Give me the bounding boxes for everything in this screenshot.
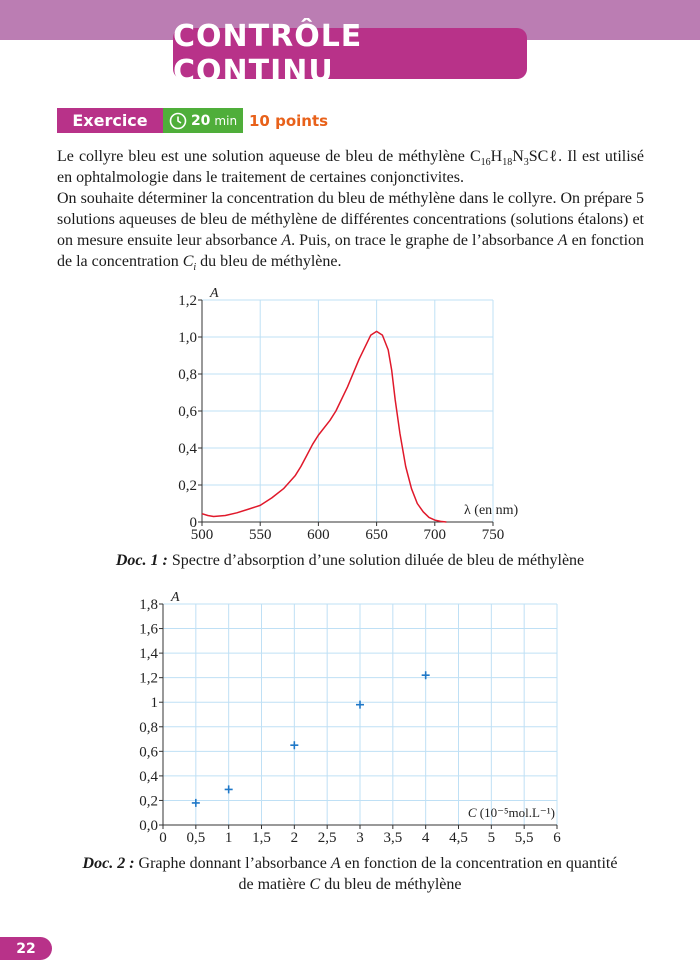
y-tick-label: 1 (150, 695, 158, 712)
y-tick-label: 0,0 (139, 818, 158, 834)
text: du bleu de méthylène. (196, 253, 342, 270)
x-tick-label: 1 (224, 830, 233, 846)
caption-text: Spectre d’absorption d’une solution diluée de bleu de méthylène (167, 552, 585, 569)
x-tick-label: 600 (307, 527, 330, 543)
exercise-points: 10 points (249, 111, 329, 130)
y-tick-label: 0,6 (178, 404, 197, 420)
symbol: A (281, 232, 292, 249)
x-tick-label: 650 (365, 527, 388, 543)
page-title: CONTRÔLE CONTINU (173, 28, 527, 79)
exercise-label: Exercice (57, 108, 163, 133)
spectrum-curve (202, 331, 446, 522)
symbol: C (182, 253, 194, 270)
doc2-caption (40, 853, 660, 895)
y-tick-label: 1,6 (139, 621, 158, 638)
caption-text: du bleu de méthylène (320, 876, 462, 893)
text: On souhaite déterminer la concentration du bleu de méthylène dans le collyre. On prépare 5 solutions aqueuses de bleu de méthylène de différentes concentrations (solutions étalons) et on mesure ensuite leur absorbance (57, 190, 644, 249)
x-tick-label: 4 (421, 830, 430, 846)
y-tick-label: 1,0 (178, 330, 197, 346)
text: en fonction de la concentration (57, 232, 645, 270)
subscript: 18 (502, 157, 513, 169)
x-tick-label: 2,5 (317, 830, 337, 846)
x-axis-label: C (10⁻⁵mol.L⁻¹) (467, 805, 555, 820)
x-tick-label: 500 (190, 527, 214, 543)
x-tick-label: 0 (159, 830, 167, 846)
y-tick-label: 0,2 (178, 478, 197, 494)
y-tick-label: 0,4 (139, 768, 158, 785)
y-tick-label: 1,2 (178, 293, 197, 309)
text: SCℓ. Il est utilisé en ophtalmologie dans le traitement de certaines conjonctivites. (57, 148, 645, 186)
y-tick-label: 0 (189, 515, 197, 531)
subscript: i (193, 262, 197, 274)
caption-text: de matière (238, 876, 310, 893)
x-tick-label: 5,5 (514, 830, 534, 846)
x-tick-label: 750 (481, 527, 505, 543)
text: Le collyre bleu est une solution aqueuse de bleu de méthylène C (57, 148, 481, 165)
y-tick-label: 0,2 (139, 793, 158, 810)
y-axis-label: A (210, 286, 219, 301)
symbol: A (557, 232, 568, 249)
text: H (490, 148, 503, 165)
caption-label: Doc. 1 : (115, 552, 168, 569)
data-point (290, 741, 298, 749)
text: N (512, 148, 524, 165)
y-tick-label: 0,8 (139, 719, 158, 736)
data-point (225, 785, 233, 793)
x-tick-label: 1,5 (252, 830, 271, 846)
caption-label: Doc. 2 : (82, 855, 135, 872)
y-tick-label: 0,4 (178, 441, 197, 457)
caption-text: Graphe donnant l’absorbance (134, 855, 331, 872)
y-tick-label: 1,4 (139, 646, 158, 663)
symbol: A (330, 855, 341, 872)
duration-value: 20 (190, 112, 211, 129)
y-tick-label: 0,8 (178, 367, 197, 383)
caption-text: en fonction de la concentration en quantité (340, 855, 618, 872)
x-tick-label: 5 (487, 830, 496, 846)
x-tick-label: 2 (290, 830, 299, 846)
y-tick-label: 1,8 (139, 597, 158, 613)
x-tick-label: 3,5 (383, 830, 403, 846)
y-axis-label: A (171, 590, 180, 605)
duration-unit: min (214, 113, 238, 128)
x-tick-label: 0,5 (186, 830, 206, 846)
x-axis-label: λ (en nm) (464, 503, 519, 518)
x-tick-label: 550 (248, 527, 272, 543)
page-number: 22 (0, 937, 52, 960)
x-tick-label: 6 (553, 830, 561, 846)
subscript: 3 (523, 157, 529, 169)
y-tick-label: 0,6 (139, 744, 158, 761)
y-tick-label: 1,2 (139, 670, 158, 687)
x-tick-label: 700 (423, 527, 447, 543)
x-tick-label: 4,5 (449, 830, 468, 846)
doc1-caption (40, 550, 660, 571)
subscript: 16 (480, 157, 491, 169)
symbol: C (309, 876, 321, 893)
text: . Puis, on trace le graphe de l’absorbance (291, 232, 558, 249)
x-tick-label: 3 (356, 830, 364, 846)
